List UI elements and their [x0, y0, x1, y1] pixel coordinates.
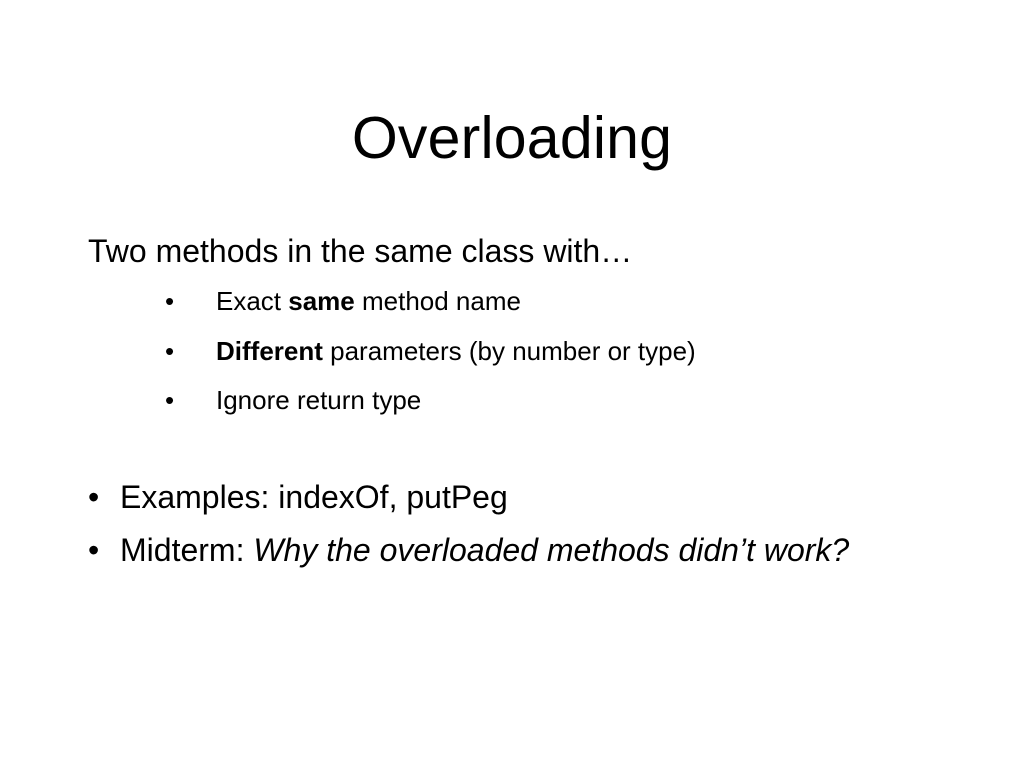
sub-bullet-text	[216, 283, 521, 319]
emphasis-text: Different	[216, 336, 323, 366]
main-bullet-text: Examples: indexOf, putPeg	[120, 479, 508, 515]
text-run: method name	[354, 286, 521, 316]
text-run: parameters (by number or type)	[322, 336, 696, 366]
sub-bullet-text	[216, 382, 421, 418]
text-run: Ignore return type	[216, 385, 422, 415]
bullet-marker: •	[165, 385, 175, 415]
sub-bullet-text	[216, 333, 696, 369]
midterm-question: Why the overloaded methods didn’t work?	[253, 532, 850, 568]
bullet-marker: •	[88, 479, 100, 515]
main-bullet-text	[120, 528, 900, 572]
bullet-marker: •	[88, 532, 100, 568]
emphasis-text: same	[288, 286, 355, 316]
midterm-label: Midterm:	[120, 532, 254, 568]
bullet-marker: •	[165, 286, 175, 316]
text-run: Exact	[216, 286, 289, 316]
intro-line: Two methods in the same class with…	[88, 233, 633, 269]
bullet-marker: •	[165, 336, 175, 366]
slide-title: Overloading	[351, 105, 673, 171]
